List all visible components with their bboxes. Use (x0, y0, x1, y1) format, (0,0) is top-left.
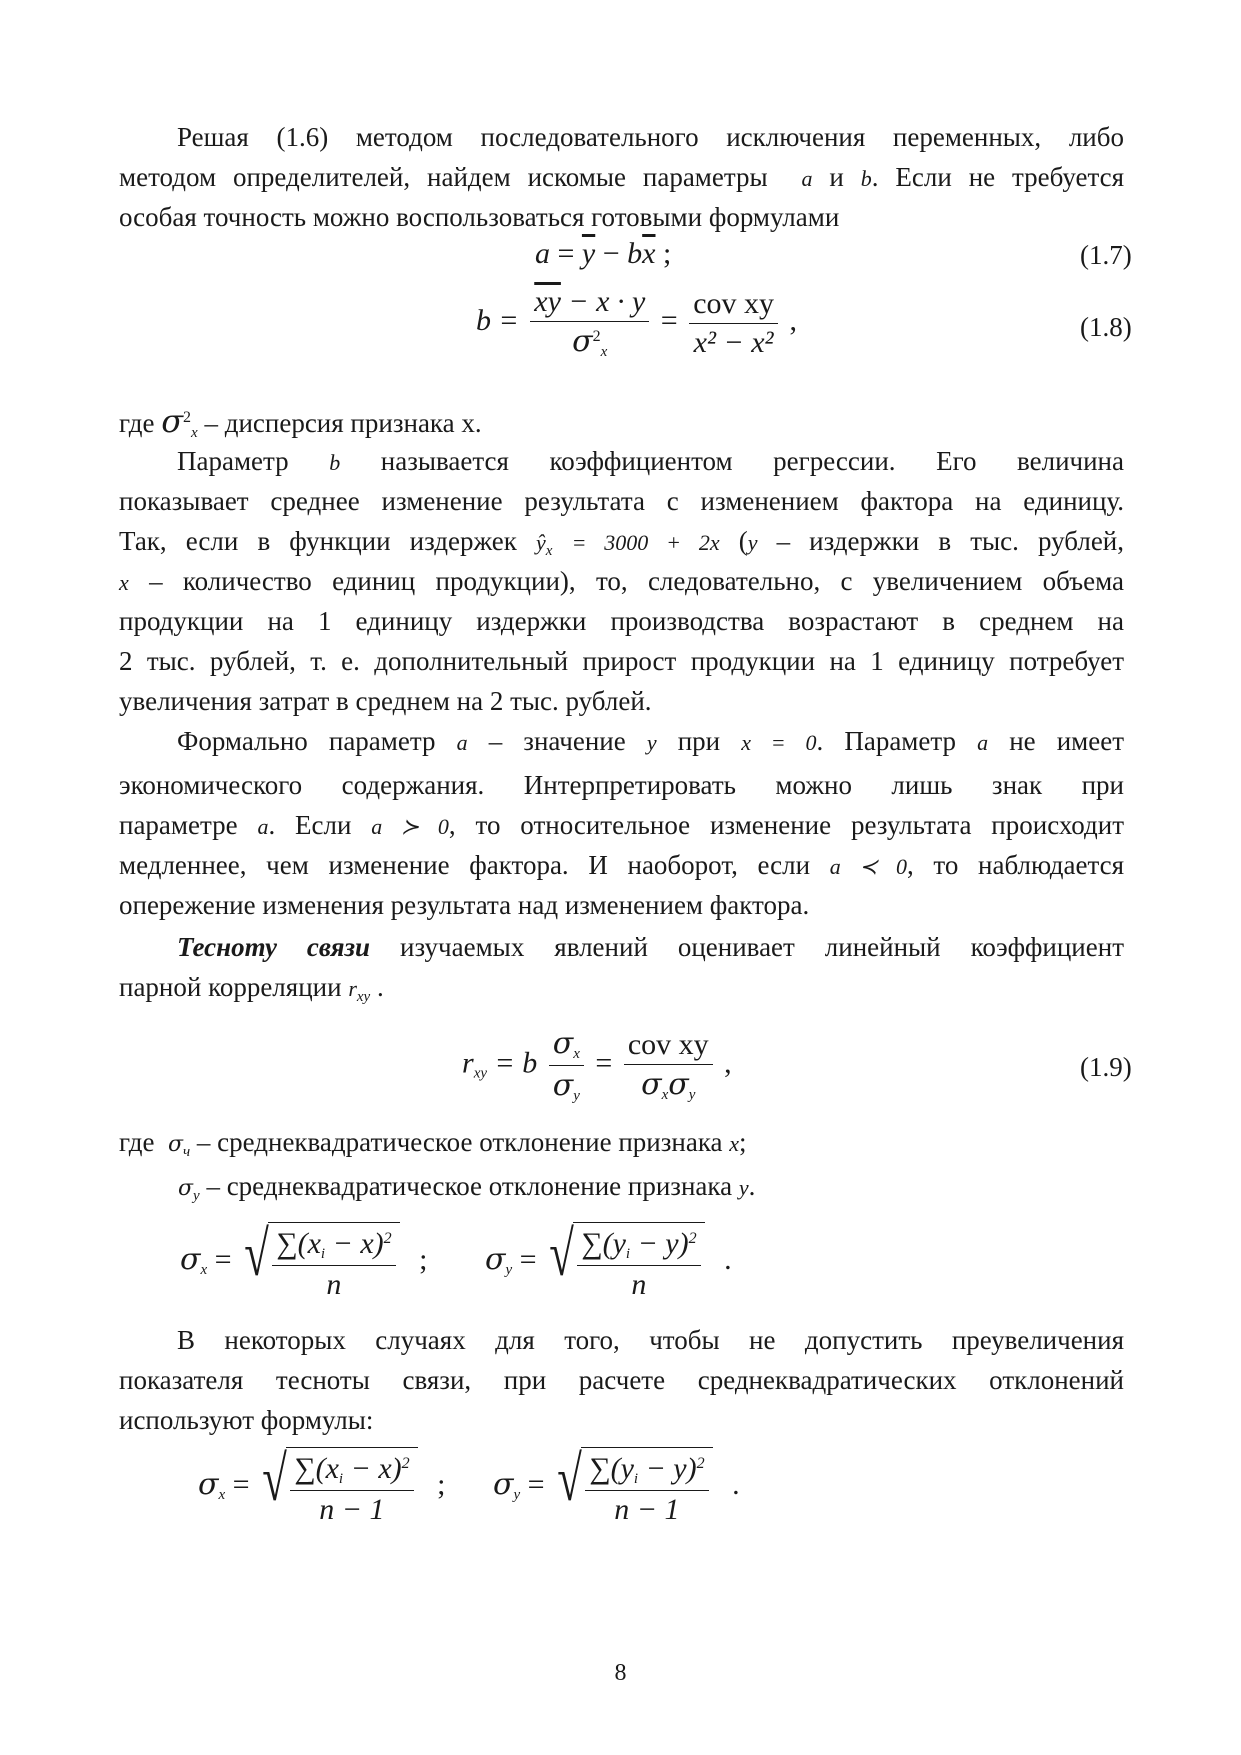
subscript: x (218, 1486, 226, 1503)
sqrt-body (573, 1222, 704, 1302)
subscript: x (573, 1046, 580, 1062)
text-span: – среднеквадратическое отклонение признака (206, 1171, 733, 1201)
text-span: изучаемых явлений оценивает линейный коэффициент (400, 932, 1124, 962)
sigma-symbol: σ (492, 1466, 514, 1502)
sigma-symbol: σ (161, 402, 184, 440)
paragraph-4-line-1 (119, 927, 1124, 967)
text-span: . Если (268, 810, 352, 840)
separator: ; (437, 1467, 446, 1501)
fraction-denominator (568, 322, 611, 361)
subscript: y (513, 1486, 521, 1503)
var-r: r (348, 976, 357, 1001)
sigma-symbol: σ (167, 1132, 183, 1157)
x-bar: $\overline{x}$ (642, 237, 656, 270)
eq-sign: = b (494, 1046, 538, 1080)
eq-sign: = (527, 1467, 545, 1501)
fraction-numerator (272, 1227, 395, 1266)
text-span: Формально параметр (177, 726, 436, 756)
fraction-denominator: n (326, 1268, 342, 1301)
var-b: b (627, 237, 643, 270)
paragraph-2-line-1 (119, 441, 1124, 483)
sigma-symbol: σ (552, 1068, 574, 1103)
paragraph-2-line-5: продукции на 1 единицу издержки производства возрастают в среднем на (119, 606, 1124, 636)
text-span: параметре (119, 810, 238, 840)
where-sigma-y-line (178, 1166, 1078, 1216)
var-a: a (977, 730, 989, 755)
radical-icon: √ (557, 1443, 582, 1514)
paragraph-4-line-2 (119, 967, 1124, 1017)
equation-number-1-7: (1.7) (1080, 240, 1132, 270)
text-span: Параметр (177, 446, 289, 476)
text-span: − x) (325, 1227, 384, 1260)
where-sigma-x-line (119, 1122, 1124, 1172)
fraction (290, 1452, 413, 1527)
paragraph-5-line-1: В некоторых случаях для того, чтобы не допустить преувеличения (177, 1325, 1124, 1355)
subscript: xy (356, 989, 371, 1005)
sigma-symbol: σ (572, 324, 593, 359)
paragraph-2-line-4 (119, 561, 1124, 603)
fraction-denominator: n (631, 1268, 647, 1301)
eq-sign: = (660, 303, 678, 337)
subscript: x (545, 543, 553, 559)
eq-lhs: a (535, 237, 550, 270)
text-span: ∑(y (581, 1227, 626, 1260)
fraction-denominator: n − 1 (319, 1493, 385, 1526)
paragraph-3-line-5: опережение изменения результата над изменением фактора. (119, 890, 810, 920)
fraction-denominator (637, 1065, 699, 1104)
radical-icon: √ (244, 1218, 269, 1289)
text-span: – издержки в тыс. рублей, (776, 526, 1125, 556)
sigma-symbol: σ (180, 1241, 201, 1277)
subscript: y (505, 1261, 513, 1278)
superscript: 2 (688, 1230, 697, 1247)
paragraph-3-line-2: экономического содержания. Интерпретировать можно лишь знак при (119, 770, 1124, 800)
minus-sign: − (602, 237, 620, 270)
eq-sign: = (595, 1046, 613, 1080)
paragraph-5-line-2: показателя тесноты связи, при расчете среднеквадратических отклонений (119, 1365, 1124, 1395)
sqrt-sigma-x (257, 1443, 418, 1527)
sigma-symbol: σ (668, 1066, 689, 1102)
var-b: b (860, 166, 872, 191)
fraction-numerator (530, 285, 649, 322)
equation-1-8 (476, 285, 797, 361)
fraction-sigma-ratio (549, 1026, 584, 1105)
subscript: x (200, 1261, 208, 1278)
paragraph-3-line-4 (119, 845, 1124, 887)
eq-sign: = (214, 1242, 232, 1276)
eq-lhs: b = (476, 303, 519, 337)
fraction-numerator (577, 1227, 700, 1266)
text-span: – дисперсия признака х. (204, 408, 482, 438)
superscript: 2 (401, 1455, 410, 1472)
fraction-cov (624, 1028, 713, 1104)
var-y: y (747, 530, 758, 555)
superscript: 2 (696, 1455, 705, 1472)
text-span: где (119, 408, 155, 438)
subscript: ч (182, 1144, 191, 1160)
text-span: − y) (630, 1227, 689, 1260)
condition: x = 0 (741, 730, 817, 755)
superscript: 2 (383, 1230, 392, 1247)
subscript: y (688, 1086, 696, 1103)
subscript: i (625, 1246, 631, 1262)
subscript: x (600, 344, 608, 360)
fraction-denominator (549, 1066, 584, 1105)
fraction-numerator (585, 1452, 708, 1491)
text-span: ; (739, 1127, 747, 1157)
var-y: y (646, 730, 657, 755)
fraction-1 (530, 285, 649, 361)
text-span: , то относительное изменение результата происходит (448, 810, 1124, 840)
separator: ; (419, 1242, 428, 1276)
sigma-symbol: σ (641, 1066, 662, 1102)
sqrt-sigma-x (239, 1218, 400, 1302)
y-bar: $\overline{y}$ (581, 237, 596, 270)
text-span: . (376, 972, 384, 1002)
xy-bar: $\overline{xy}$ (534, 285, 561, 318)
fraction-numerator: cov xy (689, 287, 778, 324)
text-span: – значение (488, 726, 626, 756)
sqrt-body (286, 1447, 417, 1527)
period: . (732, 1467, 740, 1501)
superscript: 2 (183, 409, 192, 426)
semicolon: ; (663, 237, 672, 270)
bold-term: Тесноту связи (177, 932, 371, 962)
condition: a ≻ 0 (371, 814, 449, 839)
text-span: где (119, 1127, 155, 1157)
subscript: x (661, 1086, 669, 1103)
text-span: , то наблюдается (907, 850, 1125, 880)
radical-icon: √ (549, 1218, 574, 1289)
text-span: Так, если в функции издержек (119, 526, 517, 556)
sqrt-body (581, 1447, 712, 1527)
text-span: . (748, 1171, 756, 1201)
var-x: x (119, 570, 129, 595)
subscript: y (193, 1188, 200, 1204)
equation-1-9 (462, 1026, 732, 1105)
subscript: y (573, 1088, 580, 1104)
sqrt-body (268, 1222, 399, 1302)
paragraph-2-line-2: показывает среднее изменение результата с изменением фактора на единицу. (119, 486, 1124, 516)
var-a: a (257, 814, 269, 839)
text-span: ∑(x (294, 1452, 339, 1485)
text-span: особая точность можно воспользоваться готовыми формулами (119, 202, 840, 232)
fraction (585, 1452, 708, 1527)
var-y: y (738, 1175, 749, 1200)
superscript: 2 (592, 328, 601, 345)
text-span: ∑(x (276, 1227, 321, 1260)
text-span: – количество единиц продукции), то, следовательно, с увеличением объема (149, 566, 1125, 596)
fraction-denominator: x² − x² (693, 325, 774, 359)
var-a: a (456, 730, 468, 755)
text-span: ( (738, 526, 748, 556)
text-span: методом определителей, найдем искомые параметры (119, 162, 768, 192)
paragraph-2-line-6: 2 тыс. рублей, т. е. дополнительный прирост продукции на 1 единицу потребует (119, 646, 1124, 676)
fraction-numerator (290, 1452, 413, 1491)
equation-number-1-8: (1.8) (1080, 312, 1132, 342)
y-hat: ŷ (536, 530, 546, 555)
comma: , (789, 303, 798, 337)
paragraph-3-line-3 (119, 805, 1124, 847)
subscript: i (320, 1246, 326, 1262)
text-span: . Параметр (816, 726, 957, 756)
fraction (272, 1227, 395, 1302)
eq-sign: = (519, 1242, 537, 1276)
fraction (577, 1227, 700, 1302)
sqrt-sigma-y (544, 1218, 705, 1302)
eq-sign: = (232, 1467, 250, 1501)
paragraph-2-line-7: увеличения затрат в среднем на 2 тыс. рублей. (119, 686, 652, 716)
text-span: при (677, 726, 721, 756)
text-span: − x) (343, 1452, 402, 1485)
text-span: называется коэффициентом регрессии. Его величина (380, 446, 1124, 476)
subscript: xy (473, 1065, 488, 1082)
paragraph-1-line-3 (119, 197, 1124, 237)
sd-formulas-n (180, 1218, 732, 1302)
text-span: – среднеквадратическое отклонение признака (196, 1127, 723, 1157)
cost-function: = 3000 + 2x (571, 530, 720, 555)
paragraph-3-line-1 (119, 721, 1124, 763)
sd-formulas-n-minus-1 (198, 1443, 740, 1527)
sqrt-sigma-y (552, 1443, 713, 1527)
text-span: Решая (1.6) методом последовательного исключения переменных, либо (177, 122, 1124, 152)
subscript: x (191, 425, 198, 441)
sigma-symbol: σ (552, 1026, 574, 1061)
comma: , (724, 1046, 732, 1080)
radical-icon: √ (262, 1443, 287, 1514)
equation-1-7 (535, 237, 671, 271)
paragraph-5-line-3: используют формулы: (119, 1405, 374, 1435)
var-x: x (729, 1131, 740, 1156)
period: . (724, 1242, 732, 1276)
text-span: − x · y (568, 285, 646, 318)
var-r: r (462, 1046, 474, 1080)
text-span: − y) (638, 1452, 697, 1485)
subscript: i (338, 1471, 344, 1487)
text-span: медленнее, чем изменение фактора. И наоборот, если (119, 850, 811, 880)
sigma-symbol: σ (484, 1241, 506, 1277)
text-span: не имеет (1009, 726, 1125, 756)
sigma-symbol: σ (178, 1176, 194, 1201)
fraction-2 (689, 287, 778, 360)
page-number: 8 (614, 1660, 627, 1686)
text-span: ∑(y (589, 1452, 634, 1485)
condition: a ≺ 0 (829, 854, 907, 879)
paragraph-1-line-1 (119, 117, 1124, 157)
text-span: . Если не требуется (871, 162, 1125, 192)
equation-number-1-9: (1.9) (1080, 1052, 1132, 1082)
subscript: i (633, 1471, 639, 1487)
text-span: и (829, 162, 844, 192)
paragraph-1-line-2 (119, 157, 1124, 199)
var-a: a (801, 166, 813, 191)
fraction-denominator: n − 1 (614, 1493, 680, 1526)
eq-sign: = (557, 237, 575, 270)
text-span: парной корреляции (119, 972, 342, 1002)
fraction-numerator: cov xy (624, 1028, 713, 1065)
fraction-numerator (549, 1026, 584, 1066)
var-b: b (329, 450, 341, 475)
sigma-symbol: σ (198, 1466, 219, 1502)
